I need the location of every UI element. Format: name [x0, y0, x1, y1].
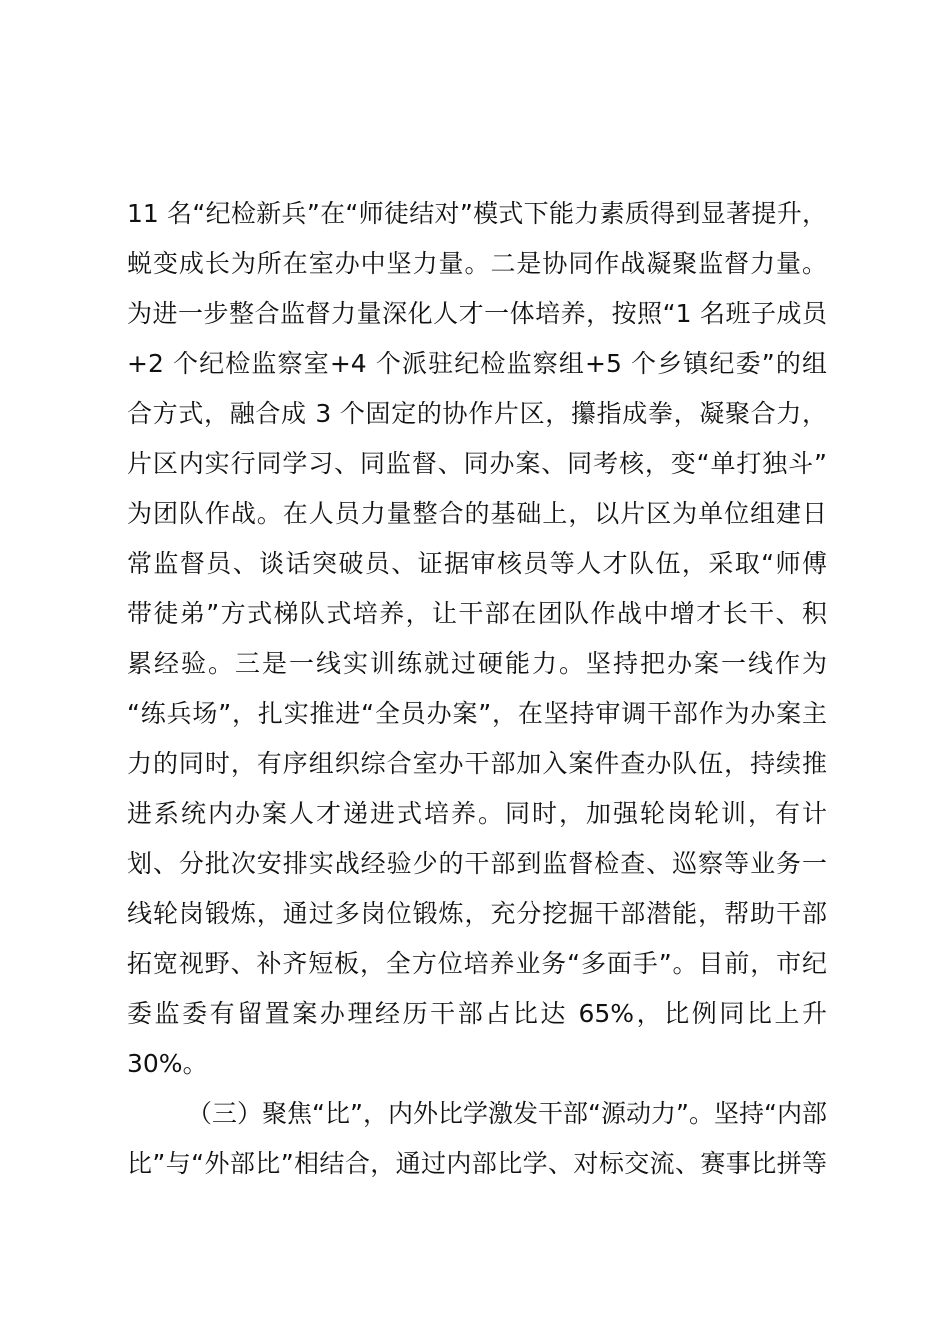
- text-line: 拓宽视野、补齐短板，全方位培养业务“多面手”。目前，市纪: [127, 949, 827, 978]
- text-line: 合方式，融合成 3 个固定的协作片区，攥指成拳，凝聚合力，: [127, 399, 827, 428]
- text-line: 30%。: [127, 1049, 208, 1078]
- text-line: 进系统内办案人才递进式培养。同时，加强轮岗轮训，有计: [127, 799, 827, 828]
- text-line: 带徒弟”方式梯队式培养，让干部在团队作战中增才长干、积: [127, 599, 827, 628]
- text-line: +2 个纪检监察室+4 个派驻纪检监察组+5 个乡镇纪委”的组: [127, 349, 827, 378]
- text-line: 力的同时，有序组织综合室办干部加入案件查办队伍，持续推: [127, 749, 827, 778]
- text-line: 线轮岗锻炼，通过多岗位锻炼，充分挖掘干部潜能，帮助干部: [127, 899, 827, 928]
- text-line: 累经验。三是一线实训练就过硬能力。坚持把办案一线作为: [127, 649, 827, 678]
- text-line: 为团队作战。在人员力量整合的基础上，以片区为单位组建日: [127, 499, 827, 528]
- text-line: 片区内实行同学习、同监督、同办案、同考核，变“单打独斗”: [127, 449, 827, 478]
- text-line: “练兵场”，扎实推进“全员办案”，在坚持审调干部作为办案主: [127, 699, 827, 728]
- text-line: 蜕变成长为所在室办中坚力量。二是协同作战凝聚监督力量。: [127, 249, 827, 278]
- section-heading-line: （三）聚焦“比”，内外比学激发干部“源动力”。坚持“内部: [187, 1099, 827, 1128]
- text-line: 划、分批次安排实战经验少的干部到监督检查、巡察等业务一: [127, 849, 827, 878]
- text-line: 委监委有留置案办理经历干部占比达 65%，比例同比上升: [127, 999, 827, 1028]
- text-line: 比”与“外部比”相结合，通过内部比学、对标交流、赛事比拼等: [127, 1149, 827, 1178]
- text-line: 常监督员、谈话突破员、证据审核员等人才队伍，采取“师傅: [127, 549, 827, 578]
- text-line: 为进一步整合监督力量深化人才一体培养，按照“1 名班子成员: [127, 299, 827, 328]
- text-line: 11 名“纪检新兵”在“师徒结对”模式下能力素质得到显著提升，: [127, 199, 827, 228]
